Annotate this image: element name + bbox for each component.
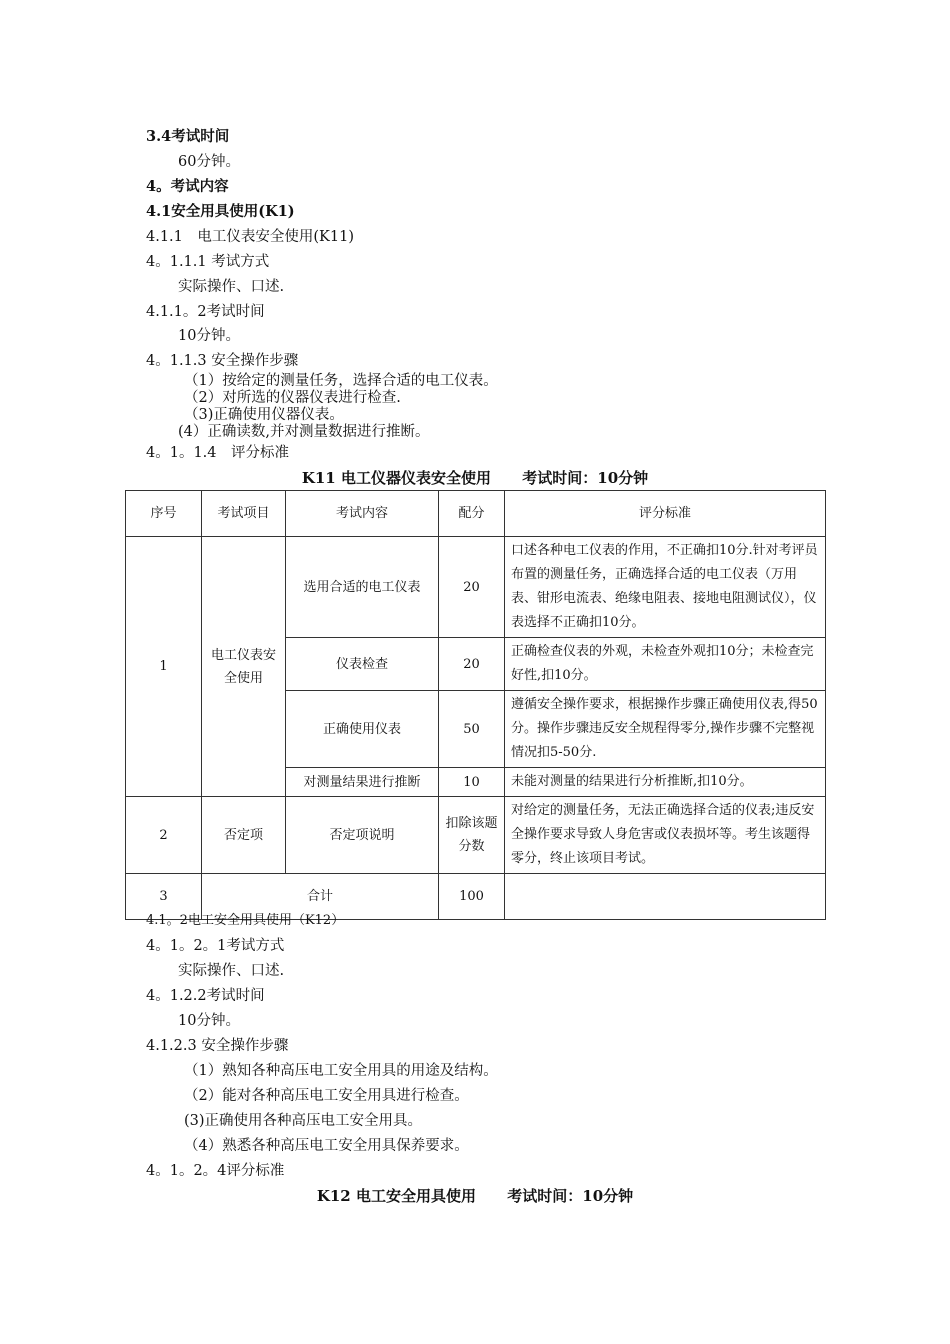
- header-cell: 评分标准: [505, 491, 826, 537]
- criteria-cell: 口述各种电工仪表的作用，不正确扣10分.针对考评员布置的测量任务，正确选择合适的电工仪表（万用表、钳形电流表、绝缘电阻表、接地电阻测试仪），仪表选择不正确扣10分。: [505, 537, 826, 638]
- score-cell: 20: [439, 638, 505, 691]
- body-text: 60分钟。: [178, 154, 240, 170]
- content-cell: 对测量结果进行推断: [286, 768, 439, 797]
- body-text: 实际操作、口述.: [178, 279, 285, 295]
- header-cell: 考试内容: [286, 491, 439, 537]
- subsection-heading: 4。1。1.4 评分标准: [146, 445, 290, 461]
- step-item: (4）正确读数,并对测量数据进行推断。: [178, 424, 430, 440]
- step-item: （4）熟悉各种高压电工安全用具保养要求。: [184, 1138, 469, 1154]
- section-heading: 4.1安全用具使用(K1): [146, 203, 295, 220]
- criteria-cell: 遵循安全操作要求，根据操作步骤正确使用仪表,得50分。操作步骤违反安全规程得零分,操作步骤不完整视情况扣5-50分.: [505, 691, 826, 768]
- subsection-heading: 4.1.1 电工仪表安全使用(K11): [146, 229, 354, 245]
- table-row: [126, 537, 826, 638]
- body-text: 10分钟。: [178, 328, 240, 344]
- table-row: [126, 797, 826, 874]
- header-cell: 序号: [126, 491, 202, 537]
- table-caption: K11 电工仪器仪表安全使用 考试时间：10分钟: [301, 469, 649, 487]
- subsection-heading: 4。1。2。1考试方式: [146, 938, 285, 954]
- exam-item-cell: 否定项: [202, 797, 286, 874]
- body-text: 10分钟。: [178, 1013, 240, 1029]
- subsection-heading: 4.1.1。2考试时间: [146, 304, 265, 320]
- score-cell: 扣除该题分数: [439, 797, 505, 874]
- body-text: 实际操作、口述.: [178, 963, 285, 979]
- criteria-cell: 对给定的测量任务，无法正确选择合适的仪表;违反安全操作要求导致人身危害或仪表损坏等。考生该题得零分，终止该项目考试。: [505, 797, 826, 874]
- subsection-heading: 4。1.2.2考试时间: [146, 988, 265, 1004]
- content-cell: 正确使用仪表: [286, 691, 439, 768]
- score-cell: 20: [439, 537, 505, 638]
- step-item: （3)正确使用仪器仪表。: [184, 407, 344, 423]
- total-label-cell: 合计: [202, 874, 439, 920]
- criteria-cell: 正确检查仪表的外观，未检查外观扣10分；未检查完好性,扣10分。: [505, 638, 826, 691]
- subsection-heading: 4。1.1.1 考试方式: [146, 254, 270, 270]
- content-cell: 仪表检查: [286, 638, 439, 691]
- scoring-table: [125, 490, 826, 920]
- criteria-cell: 未能对测量的结果进行分析推断,扣10分。: [505, 768, 826, 797]
- header-cell: 考试项目: [202, 491, 286, 537]
- row-number-cell: 3: [126, 874, 202, 920]
- step-item: （1）按给定的测量任务，选择合适的电工仪表。: [184, 373, 498, 389]
- step-item: （1）熟知各种高压电工安全用具的用途及结构。: [184, 1063, 498, 1079]
- score-cell: 50: [439, 691, 505, 768]
- content-cell: 否定项说明: [286, 797, 439, 874]
- table-caption: K12 电工安全用具使用 考试时间：10分钟: [316, 1187, 634, 1205]
- step-item: （2）对所选的仪器仪表进行检查.: [184, 390, 401, 406]
- criteria-cell: [505, 874, 826, 920]
- row-number-cell: 2: [126, 797, 202, 874]
- subsection-heading: 4.1。2电工安全用具使用（K12）: [146, 913, 345, 928]
- subsection-heading: 4。1.1.3 安全操作步骤: [146, 353, 299, 369]
- score-cell: 100: [439, 874, 505, 920]
- row-number-cell: 1: [126, 537, 202, 797]
- header-cell: 配分: [439, 491, 505, 537]
- score-cell: 10: [439, 768, 505, 797]
- section-heading: 4。考试内容: [146, 178, 229, 195]
- exam-item-cell: 电工仪表安全使用: [202, 537, 286, 797]
- table-header-row: [126, 491, 826, 537]
- step-item: （2）能对各种高压电工安全用具进行检查。: [184, 1088, 469, 1104]
- content-cell: 选用合适的电工仪表: [286, 537, 439, 638]
- subsection-heading: 4。1。2。4评分标准: [146, 1163, 285, 1179]
- step-item: (3)正确使用各种高压电工安全用具。: [184, 1113, 423, 1129]
- subsection-heading: 4.1.2.3 安全操作步骤: [146, 1038, 289, 1054]
- section-heading: 3.4考试时间: [146, 128, 230, 145]
